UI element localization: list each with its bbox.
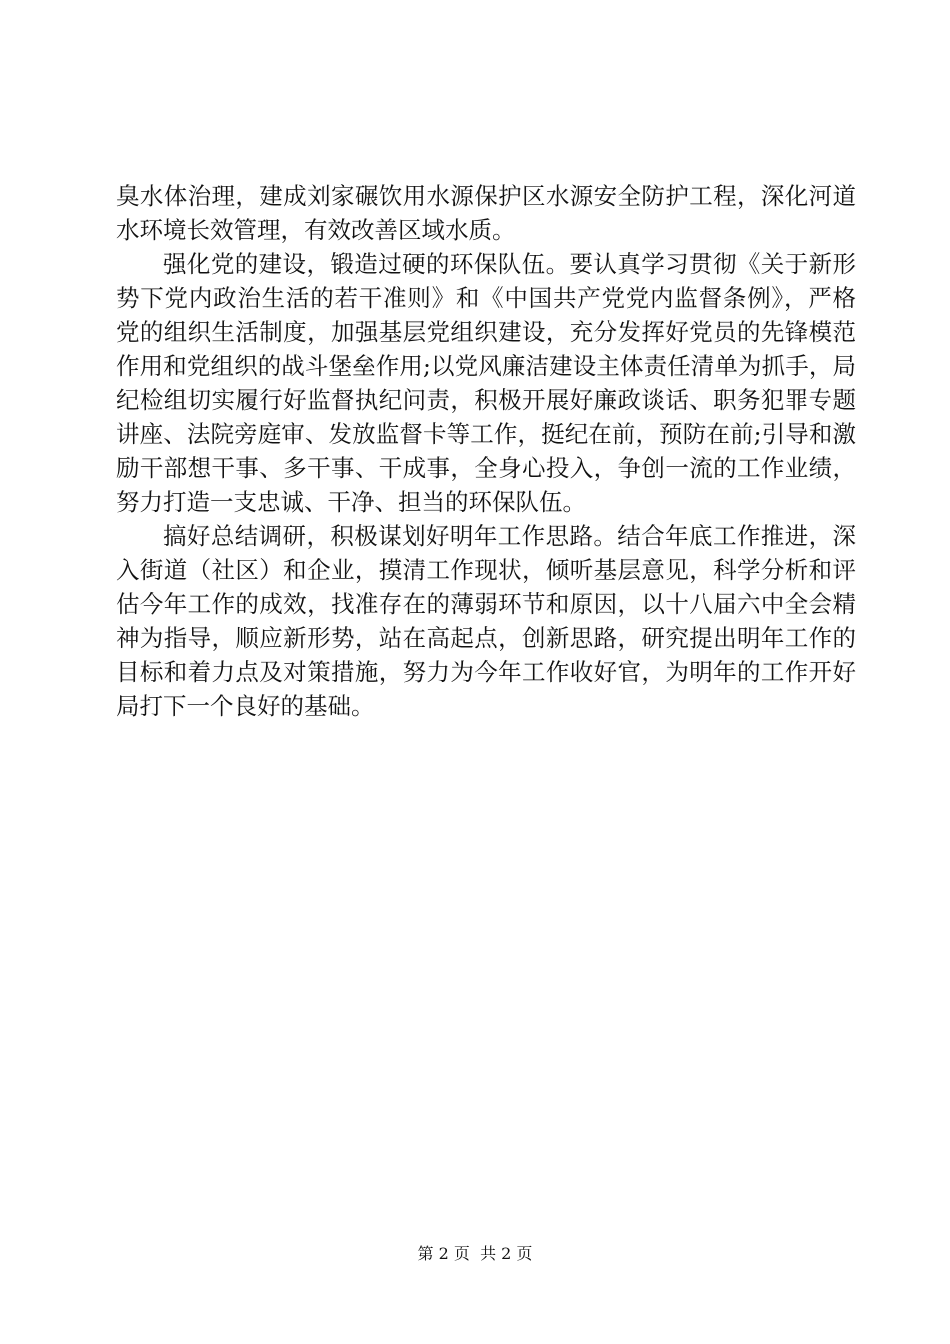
- document-body: [116, 179, 856, 723]
- paragraph-3: 搞好总结调研，积极谋划好明年工作思路。结合年底工作推进，深入街道（社区）和企业，摸清工作现状，倾听基层意见，科学分析和评估今年工作的成效，找准存在的薄弱环节和原因，以十八届六中全会精神为指导，顺应新形势，站在高起点，创新思路，研究提出明年工作的目标和着力点及对策措施，努力为今年工作收好官，为明年的工作开好局打下一个良好的基础。: [116, 522, 856, 720]
- page-number-label: 第 2 页 共 2 页: [417, 1244, 533, 1263]
- paragraph-2: 强化党的建设，锻造过硬的环保队伍。要认真学习贯彻《关于新形势下党内政治生活的若干准则》和《中国共产党党内监督条例》，严格党的组织生活制度，加强基层党组织建设，充分发挥好党员的先锋模范作用和党组织的战斗堡垒作用;以党风廉洁建设主体责任清单为抓手，局纪检组切实履行好监督执纪问责，积极开展好廉政谈话、职务犯罪专题讲座、法院旁庭审、发放监督卡等工作，挺纪在前，预防在前;引导和激励干部想干事、多干事、干成事，全身心投入，争创一流的工作业绩，努力打造一支忠诚、干净、担当的环保队伍。: [116, 250, 856, 516]
- paragraph-1: 臭水体治理，建成刘家碾饮用水源保护区水源安全防护工程，深化河道水环境长效管理，有效改善区域水质。: [116, 182, 856, 244]
- page-footer: [0, 1244, 950, 1264]
